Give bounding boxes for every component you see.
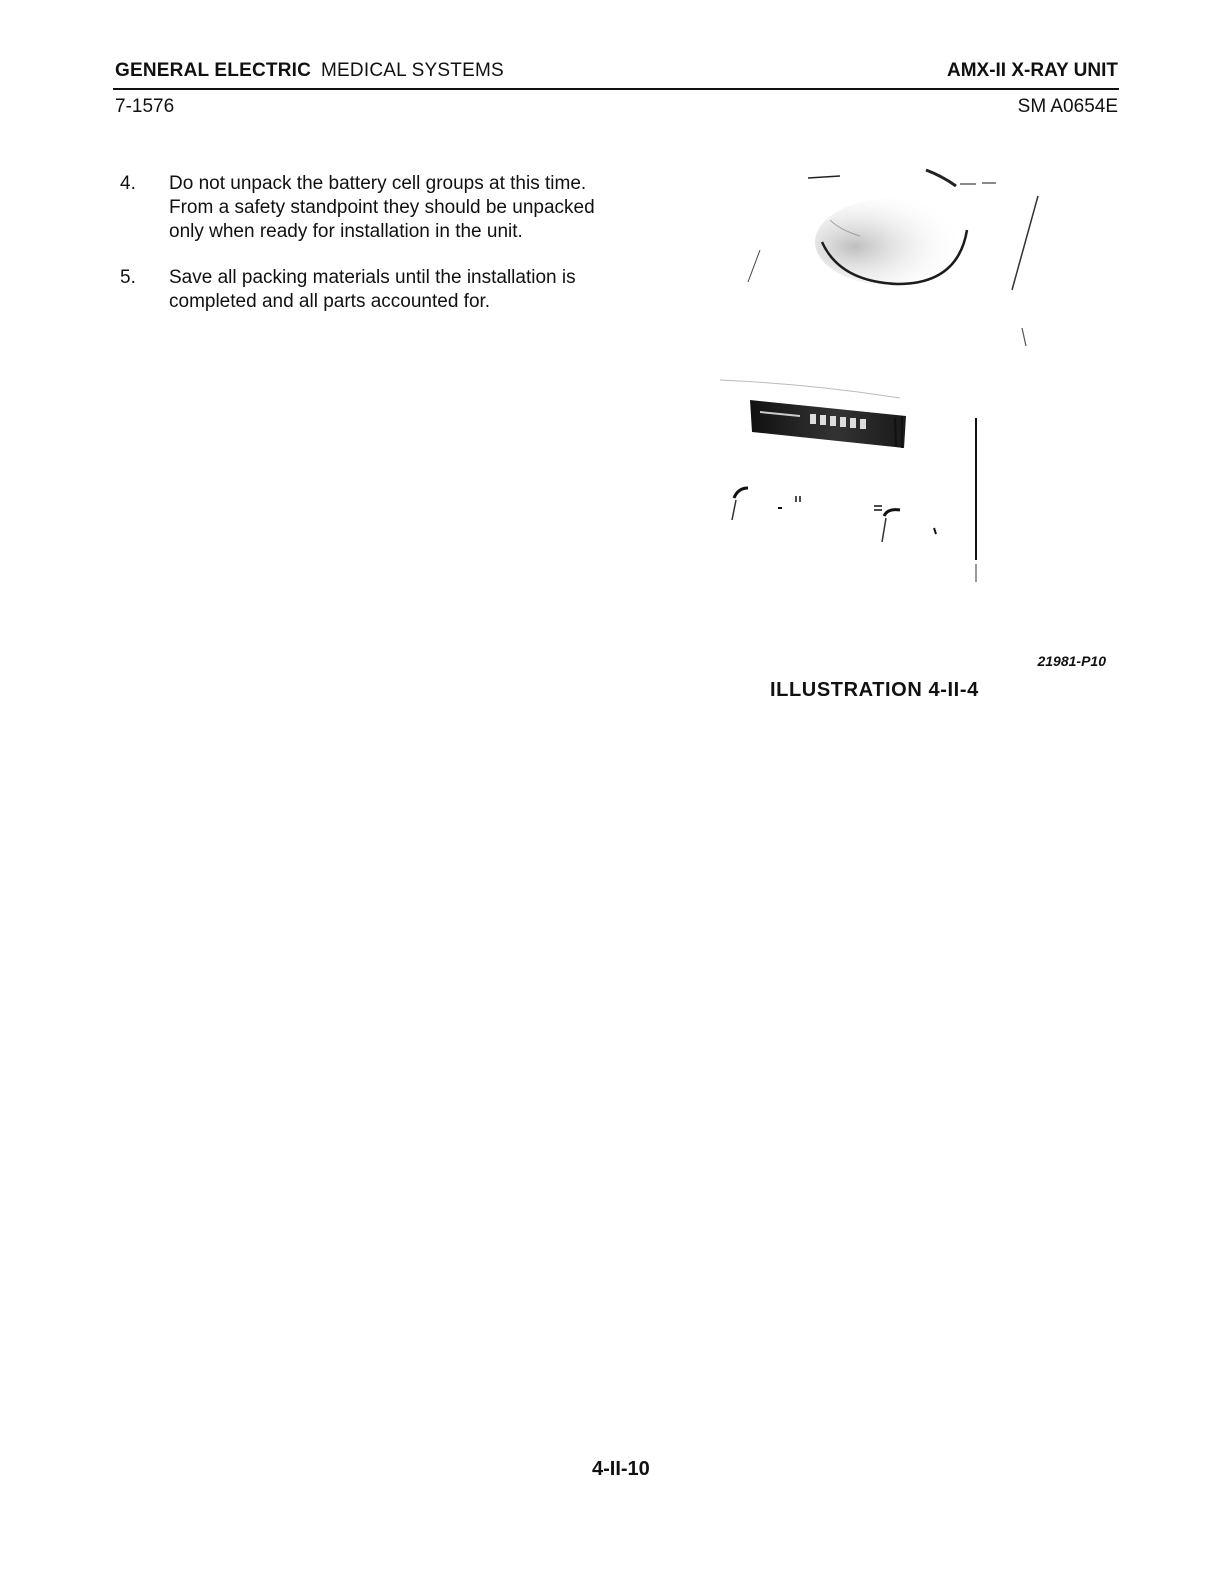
handle-knob <box>934 528 936 534</box>
step-number: 5. <box>120 267 136 288</box>
instruction-step <box>120 172 620 244</box>
xray-unit-photo <box>690 150 1090 610</box>
product-title: AMX-II X-RAY UNIT <box>946 60 1118 81</box>
unit-edge-line <box>808 176 840 178</box>
step-text: Save all packing materials until the installation is completed and all parts accounted for. <box>169 267 576 312</box>
frame-line <box>1022 328 1026 346</box>
manual-code: SM A0654E <box>1017 96 1118 117</box>
photo-reference-number: 21981-P10 <box>1037 653 1106 669</box>
page-number: 4-II-10 <box>592 1458 650 1480</box>
handle-knob <box>734 488 748 498</box>
handle-knob <box>796 496 800 502</box>
step-text: Do not unpack the battery cell groups at this time. From a safety standpoint they should be unpacked only when ready for installation in the unit. <box>169 173 595 242</box>
company-name: GENERAL ELECTRIC <box>115 60 312 81</box>
handle-knob <box>882 518 886 542</box>
instruction-list <box>120 172 620 336</box>
frame-line <box>720 380 900 398</box>
document-number: 7-1576 <box>115 96 175 117</box>
panel-indicator <box>860 419 866 429</box>
panel-indicator <box>820 415 826 425</box>
panel-indicator <box>830 416 836 426</box>
illustration-caption: ILLUSTRATION 4-II-4 <box>770 679 979 701</box>
handle-knob <box>874 506 882 510</box>
control-panel <box>750 400 906 448</box>
tube-housing-dish <box>815 198 975 286</box>
panel-indicator <box>840 417 846 427</box>
frame-line <box>748 250 760 282</box>
unit-edge-line <box>960 183 996 184</box>
division-name: MEDICAL SYSTEMS <box>321 60 504 81</box>
step-number: 4. <box>120 173 136 194</box>
panel-indicator <box>850 418 856 428</box>
panel-indicator <box>810 414 816 424</box>
unit-edge-line <box>926 170 956 186</box>
handle-knob <box>884 510 900 516</box>
header-divider <box>113 88 1119 90</box>
frame-line <box>1012 196 1038 290</box>
instruction-step <box>120 266 620 314</box>
header-company-line <box>115 60 504 82</box>
handle-knob <box>732 500 736 520</box>
